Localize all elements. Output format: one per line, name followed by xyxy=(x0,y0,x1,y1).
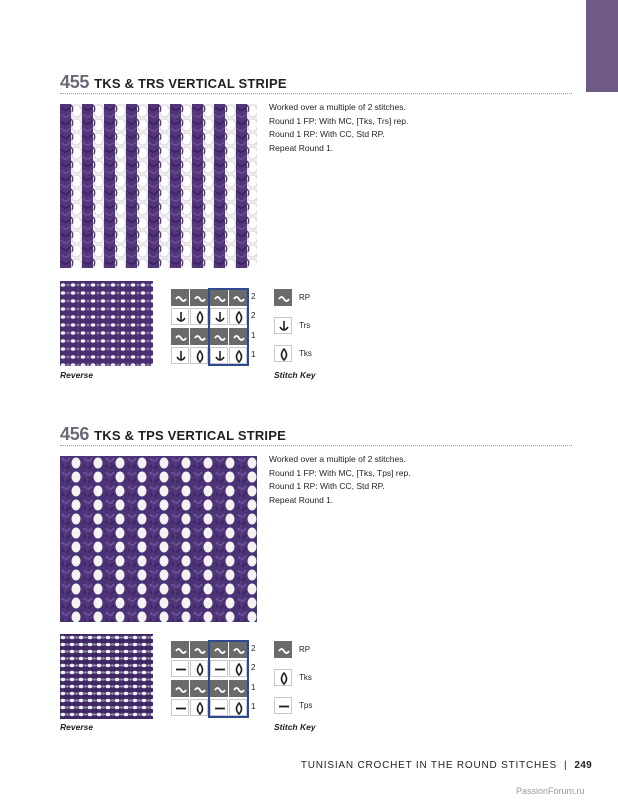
section-title xyxy=(60,72,572,92)
footer-separator: | xyxy=(564,760,568,771)
chart-cell xyxy=(171,680,189,697)
chapter-tab xyxy=(586,0,618,92)
instruction-line: Round 1 RP: With CC, Std RP. xyxy=(269,481,385,491)
tps-dash-icon xyxy=(174,663,188,676)
chart-cell xyxy=(171,347,189,364)
rp-wave-icon xyxy=(193,683,207,696)
tks-loop-icon xyxy=(193,663,207,676)
chart-cell xyxy=(190,699,208,716)
key-label: Tps xyxy=(299,701,313,710)
chart-cell xyxy=(190,641,208,658)
key-item xyxy=(274,289,394,309)
instruction-line: Repeat Round 1. xyxy=(269,142,334,153)
tks-loop-icon xyxy=(193,350,207,363)
key-item xyxy=(274,641,394,661)
stitch-chart xyxy=(171,641,259,719)
chart-cell xyxy=(190,328,208,345)
chart-cell xyxy=(171,328,189,345)
instruction-line: Worked over a multiple of 2 stitches. xyxy=(269,102,406,112)
trs-anchor-icon xyxy=(174,311,188,324)
chart-cell xyxy=(190,289,208,306)
instruction-line: Round 1 FP: With MC, [Tks, Tps] rep. xyxy=(269,467,411,478)
stitch-number: 456 xyxy=(60,424,90,444)
stitch-key xyxy=(274,641,394,721)
reverse-label: Reverse xyxy=(60,370,94,380)
chapter-title: TUNISIAN CROCHET IN THE ROUND STITCHES xyxy=(300,760,557,771)
row-number: 1 xyxy=(251,350,256,359)
stitch-number: 455 xyxy=(60,72,90,92)
chart-cell xyxy=(190,308,208,325)
chart-cell xyxy=(171,660,189,677)
chart-cell xyxy=(190,660,208,677)
repeat-outline xyxy=(208,288,249,366)
stitch-section-455 xyxy=(60,72,572,380)
row-number: 2 xyxy=(251,663,256,672)
instruction-line: Round 1 FP: With MC, [Tks, Trs] rep. xyxy=(269,115,409,126)
rp-wave-icon xyxy=(193,292,207,305)
trs-anchor-icon xyxy=(277,320,291,333)
instruction-line: Repeat Round 1. xyxy=(269,494,334,505)
swatch-photo xyxy=(60,456,257,622)
title-divider xyxy=(60,93,572,94)
stitch-section-456 xyxy=(60,424,572,732)
chart-cell xyxy=(171,699,189,716)
row-number: 1 xyxy=(251,683,256,692)
key-label: RP xyxy=(299,293,311,302)
watermark: PassionForum.ru xyxy=(516,786,585,796)
tks-loop-icon xyxy=(193,702,207,715)
chart-cell xyxy=(190,347,208,364)
key-item xyxy=(274,317,394,337)
section-title xyxy=(60,424,572,444)
chart-cell xyxy=(190,680,208,697)
stitch-name: TKS & TPS VERTICAL STRIPE xyxy=(94,428,286,443)
stitch-key-title: Stitch Key xyxy=(274,722,316,732)
swatch-photo xyxy=(60,104,257,268)
trs-anchor-icon xyxy=(174,350,188,363)
rp-wave-icon xyxy=(174,644,188,657)
tps-dash-icon xyxy=(174,702,188,715)
chart-cell xyxy=(171,641,189,658)
key-label: Tks xyxy=(299,349,312,358)
rp-wave-icon xyxy=(174,331,188,344)
stitch-name: TKS & TRS VERTICAL STRIPE xyxy=(94,76,287,91)
chart-cell xyxy=(171,308,189,325)
stitch-key-title: Stitch Key xyxy=(274,370,316,380)
key-label: Tks xyxy=(299,673,312,682)
rp-wave-icon xyxy=(277,644,291,657)
key-item xyxy=(274,669,394,689)
rp-wave-icon xyxy=(193,331,207,344)
row-number: 1 xyxy=(251,331,256,340)
rp-wave-icon xyxy=(174,292,188,305)
page-footer xyxy=(301,760,592,771)
reverse-label: Reverse xyxy=(60,722,94,732)
key-item xyxy=(274,697,394,717)
reverse-swatch-photo xyxy=(60,634,153,719)
title-divider xyxy=(60,445,572,446)
row-number: 2 xyxy=(251,292,256,301)
key-label: RP xyxy=(299,645,311,654)
stitch-chart xyxy=(171,289,259,367)
key-label: Trs xyxy=(299,321,311,330)
rp-wave-icon xyxy=(193,644,207,657)
page-number: 249 xyxy=(574,760,592,771)
row-number: 1 xyxy=(251,702,256,711)
reverse-swatch-photo xyxy=(60,281,153,366)
rp-wave-icon xyxy=(277,292,291,305)
row-number: 2 xyxy=(251,311,256,320)
instruction-line: Round 1 RP: With CC, Std RP. xyxy=(269,129,385,139)
tps-dash-icon xyxy=(277,700,291,713)
row-number: 2 xyxy=(251,644,256,653)
chart-cell xyxy=(171,289,189,306)
rp-wave-icon xyxy=(174,683,188,696)
instructions xyxy=(269,101,569,155)
stitch-key xyxy=(274,289,394,369)
tks-loop-icon xyxy=(277,672,291,685)
tks-loop-icon xyxy=(277,348,291,361)
instruction-line: Worked over a multiple of 2 stitches. xyxy=(269,454,406,464)
tks-loop-icon xyxy=(193,311,207,324)
key-item xyxy=(274,345,394,365)
instructions xyxy=(269,453,569,507)
repeat-outline xyxy=(208,640,249,718)
